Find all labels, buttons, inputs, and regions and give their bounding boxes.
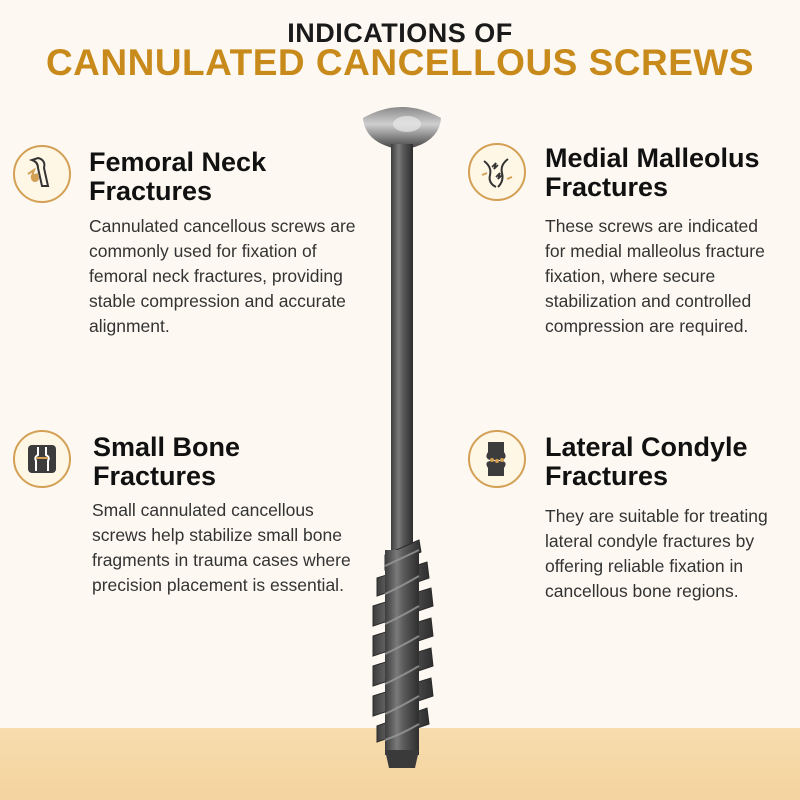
- knee-bone-icon: [13, 430, 71, 488]
- indication-description: They are suitable for treating lateral condyle fractures by offering reliable fixation in cancellous bone regions.: [545, 506, 768, 601]
- ankle-fracture-icon: [468, 143, 526, 201]
- indication-title: Lateral Condyle Fractures: [545, 432, 748, 491]
- indication-title: Medial Malleolus Fractures: [545, 143, 760, 202]
- femur-fracture-icon: [13, 145, 71, 203]
- header-subtitle: INDICATIONS OF: [287, 18, 513, 48]
- indication-title: Small Bone Fractures: [93, 432, 241, 491]
- indication-description: Small cannulated cancellous screws help stabilize small bone fragments in trauma cases where precision placement is essential.: [92, 500, 351, 595]
- header-title: CANNULATED CANCELLOUS SCREWS: [45, 42, 755, 83]
- cannulated-screw-image: [355, 100, 450, 770]
- indication-title: Femoral Neck Fractures: [89, 147, 267, 206]
- indication-description: These screws are indicated for medial malleolus fracture fixation, where secure stabilization and controlled compression are required.: [545, 216, 765, 336]
- indication-description: Cannulated cancellous screws are commonly used for fixation of femoral neck fractures, providing stable compression and accurate alignment.: [89, 216, 356, 336]
- condyle-joint-icon: [468, 430, 526, 488]
